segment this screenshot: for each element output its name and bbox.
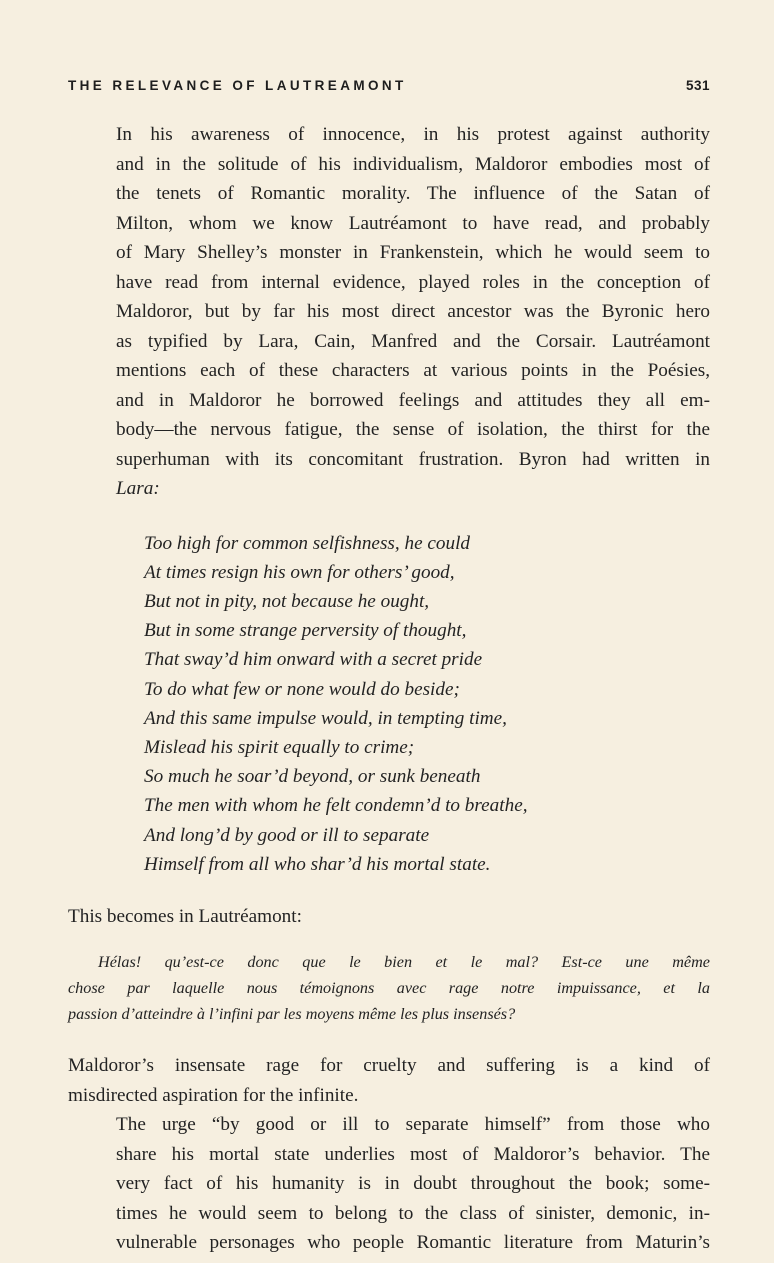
text-line: have read from internal evidence, played roles in the conception of xyxy=(116,271,710,293)
text-line: Maldoror’s insensate rage for cruelty and suffering is a kind of xyxy=(68,1055,710,1077)
text-line: body—the nervous fatigue, the sense of isolation, the thirst for the xyxy=(116,419,710,440)
text-line: and in the solitude of his individualism, Maldoror embodies most of xyxy=(116,153,710,175)
text-line: vulnerable personages who people Romantic literature from Maturin’s xyxy=(116,1232,710,1254)
verse-line: And this same impulse would, in tempting time, xyxy=(144,707,507,729)
text-line: Lara: xyxy=(116,478,160,499)
text-line: as typified by Lara, Cain, Manfred and the Corsair. Lautréamont xyxy=(116,330,710,352)
paragraph-2 xyxy=(68,1051,710,1110)
verse-quotation xyxy=(144,529,710,879)
text-line: the tenets of Romantic morality. The influence of the Satan of xyxy=(116,183,710,204)
text-line: The urge “by good or ill to separate himself” from those who xyxy=(116,1114,710,1136)
verse-line: The men with whom he felt condemn’d to breathe, xyxy=(144,795,528,817)
text-line: and in Maldoror he borrowed feelings and attitudes they all em- xyxy=(116,389,710,411)
text-line: misdirected aspiration for the infinite. xyxy=(68,1084,359,1106)
verse-line: To do what few or none would do beside; xyxy=(144,678,460,700)
text-line: Maldoror, but by far his most direct ancestor was the Byronic hero xyxy=(116,301,710,322)
running-head xyxy=(68,78,710,98)
quote-line: Hélas! qu’est-ce donc que le bien et le mal? Est-ce une même xyxy=(98,953,710,972)
text-line: share his mortal state underlies most of Maldoror’s behavior. The xyxy=(116,1143,710,1165)
text-line: mentions each of these characters at various points in the Poésies, xyxy=(116,360,710,381)
text-line: times he would seem to belong to the class of sinister, demonic, in- xyxy=(116,1202,710,1224)
verse-line: That sway’d him onward with a secret pride xyxy=(144,649,483,671)
verse-line: So much he soar’d beyond, or sunk beneath xyxy=(144,766,481,788)
verse-line: Too high for common selfishness, he could xyxy=(144,532,471,554)
text-line: very fact of his humanity is in doubt throughout the book; some- xyxy=(116,1173,710,1195)
french-quotation xyxy=(68,949,710,1027)
verse-line: At times resign his own for others’ good, xyxy=(144,561,455,583)
verse-line: Mislead his spirit equally to crime; xyxy=(144,736,415,758)
verse-line: But not in pity, not because he ought, xyxy=(144,590,430,612)
body-text xyxy=(68,120,710,1258)
verse-line: Himself from all who shar’d his mortal state. xyxy=(144,853,491,875)
quote-line: passion d’atteindre à l’infini par les moyens même les plus insensés? xyxy=(68,1005,516,1024)
text-line: superhuman with its concomitant frustration. Byron had written in xyxy=(116,448,710,470)
verse-line: And long’d by good or ill to separate xyxy=(144,824,430,846)
paragraph-3 xyxy=(68,1110,710,1258)
transition-line: This becomes in Lautréamont: xyxy=(68,905,302,927)
verse-line: But in some strange perversity of thought, xyxy=(144,620,467,642)
page-number: 531 xyxy=(685,78,710,93)
paragraph-1 xyxy=(68,120,710,504)
text-line: In his awareness of innocence, in his protest against authority xyxy=(116,124,710,145)
text-line: of Mary Shelley’s monster in Frankenstein, which he would seem to xyxy=(116,242,710,263)
running-title: THE RELEVANCE OF LAUTREAMONT xyxy=(68,78,407,93)
text-line: Milton, whom we know Lautréamont to have read, and probably xyxy=(116,212,710,234)
quote-line: chose par laquelle nous témoignons avec rage notre impuissance, et la xyxy=(68,979,710,998)
